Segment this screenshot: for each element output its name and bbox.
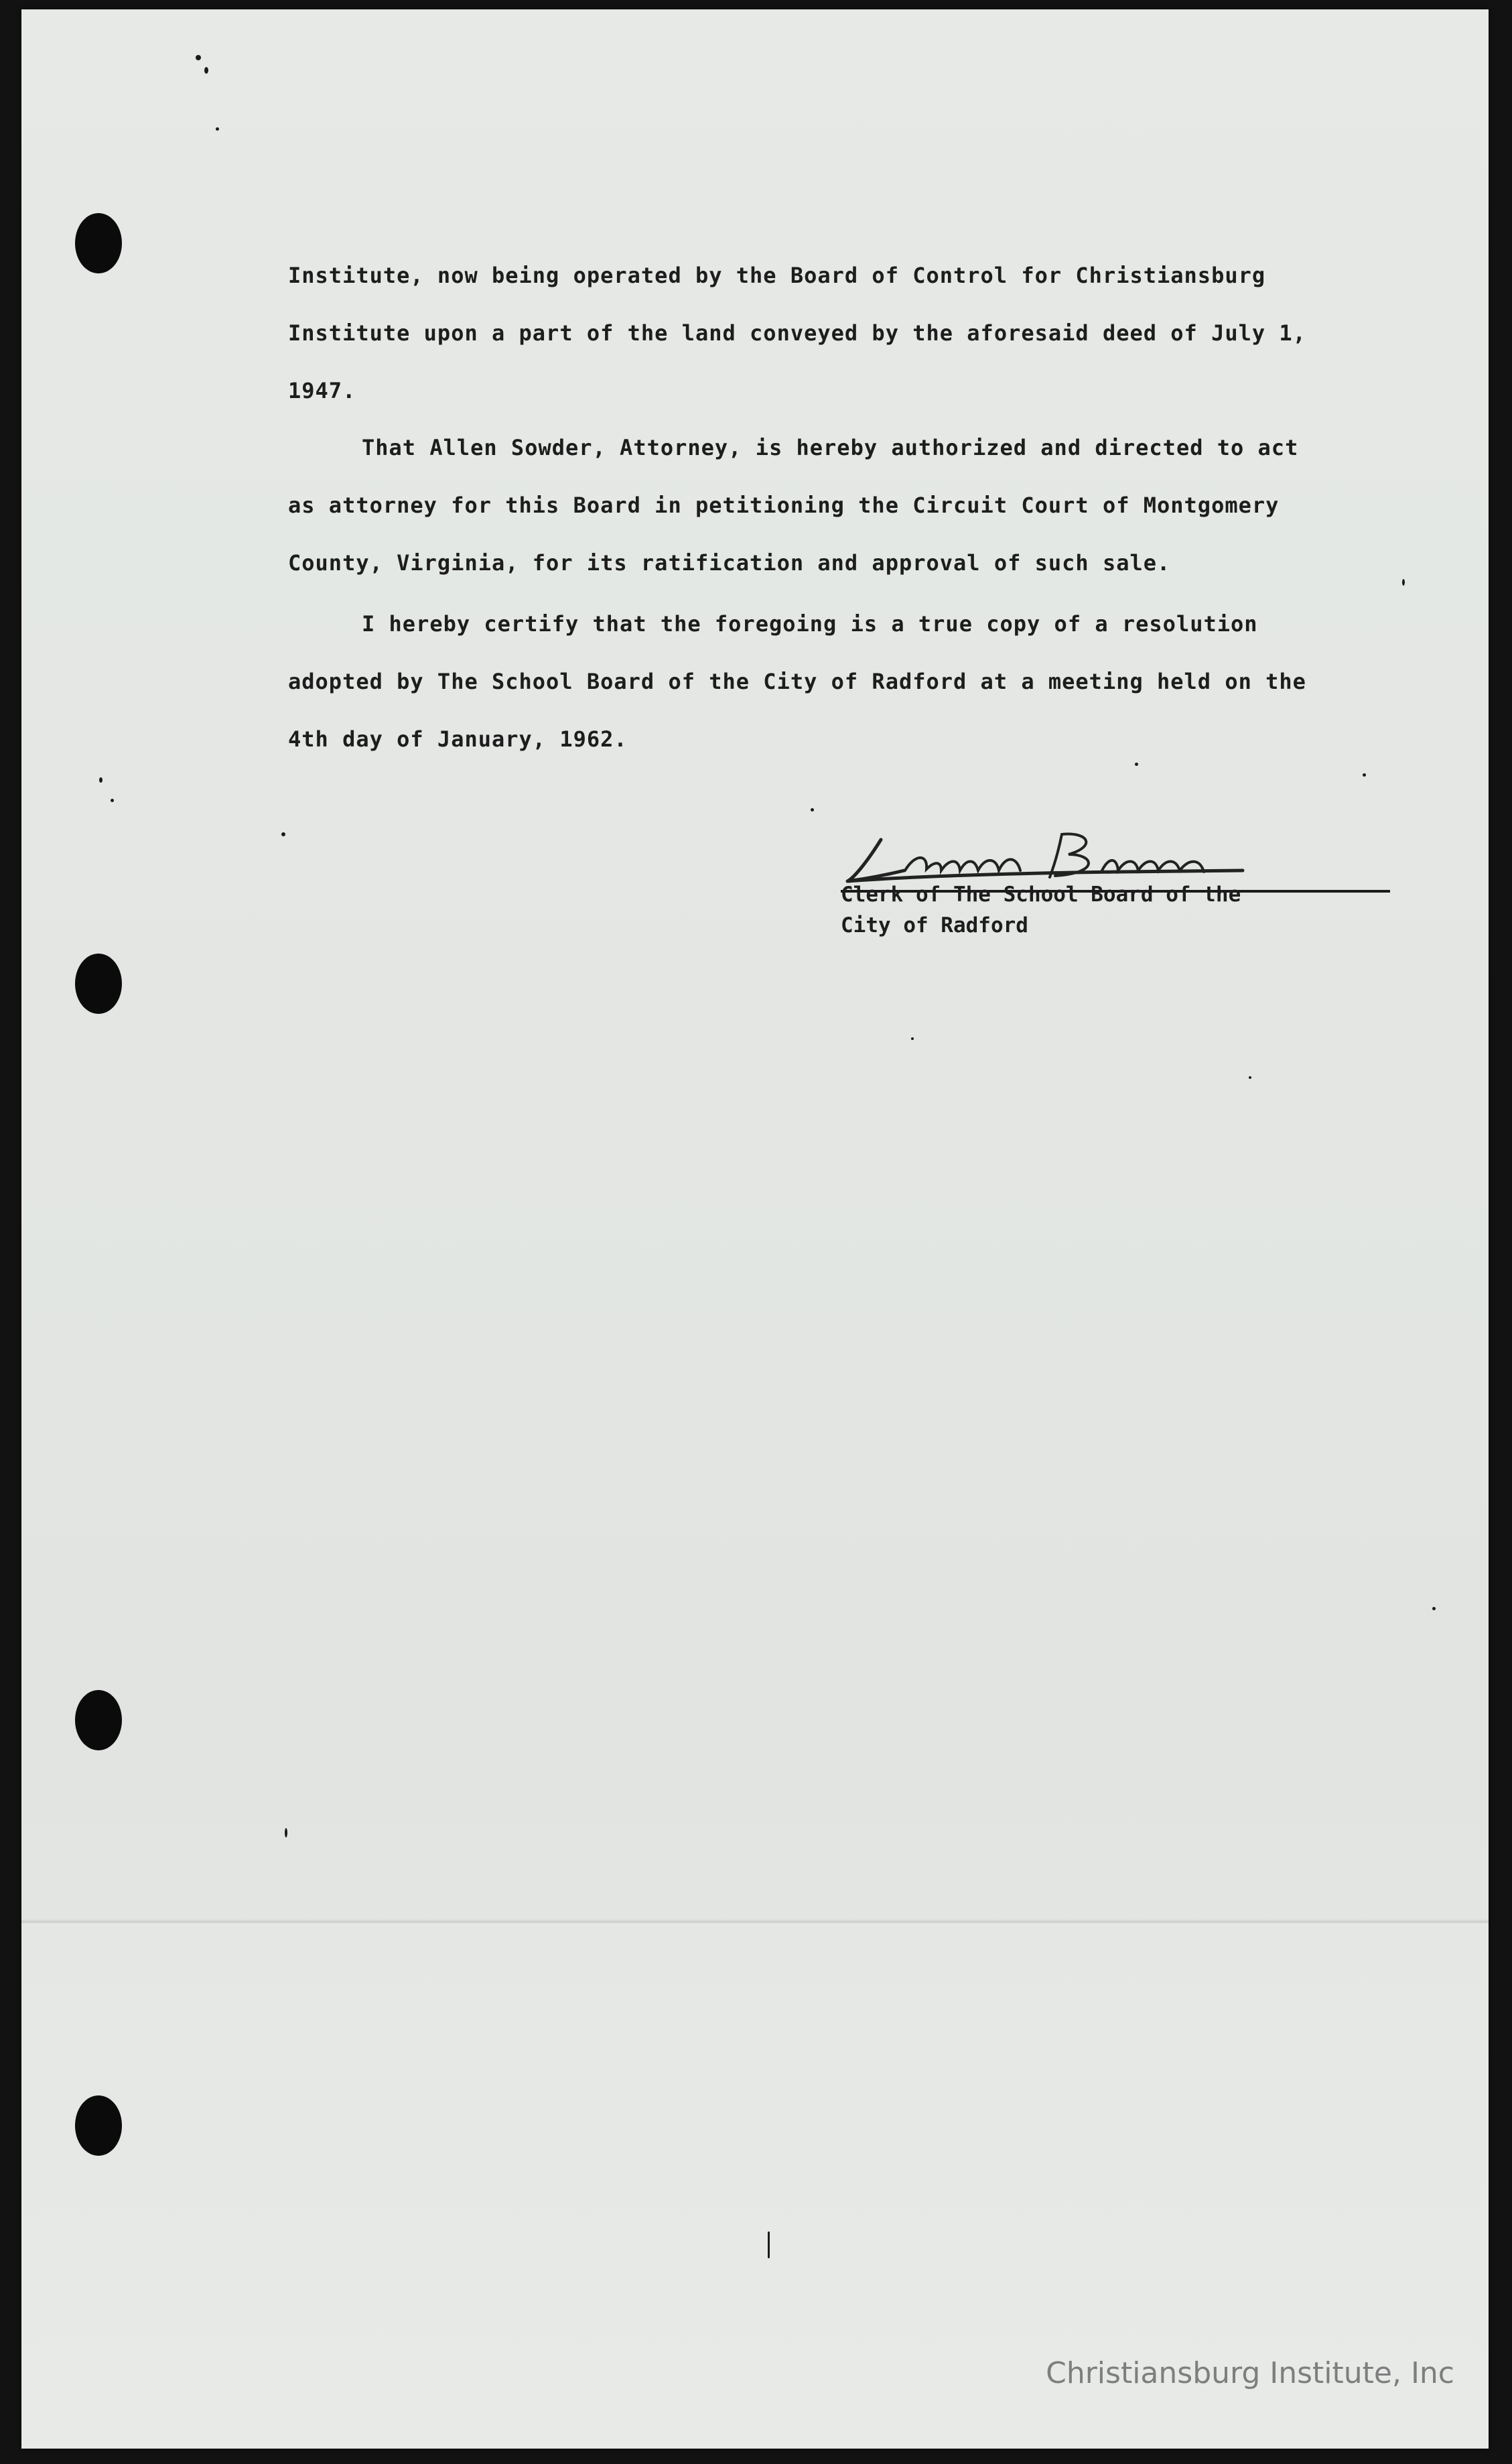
paper-fold-crease [21, 1919, 1489, 1925]
scan-speck [1402, 579, 1405, 586]
paragraph-attorney [288, 419, 1387, 592]
text-line: Institute upon a part of the land conveyed by the aforesaid deed of July 1, [288, 320, 1306, 346]
scan-speck [111, 799, 114, 802]
text-line: as attorney for this Board in petitioning the Circuit Court of Montgomery [288, 493, 1280, 518]
scan-speck [1432, 1607, 1436, 1610]
punch-hole [75, 213, 122, 273]
scan-speck [811, 808, 814, 812]
text-line: adopted by The School Board of the City of Radford at a meeting held on the [288, 669, 1306, 694]
scan-speck [204, 67, 208, 74]
scan-speck [216, 127, 219, 131]
text-line: 1947. [288, 378, 356, 403]
punch-hole [75, 2095, 122, 2156]
text-line: I hereby certify that the foregoing is a true copy of a resolution [362, 611, 1258, 637]
paragraph-certification [288, 595, 1387, 768]
paragraph-continued [288, 247, 1387, 419]
signer-title-line: Clerk of The School Board of the [841, 883, 1241, 907]
scan-speck [196, 55, 201, 60]
signer-title [841, 879, 1241, 941]
punch-hole [75, 954, 122, 1014]
text-line: 4th day of January, 1962. [288, 726, 628, 752]
punch-hole [75, 1690, 122, 1750]
text-line: County, Virginia, for its ratification and approval of such sale. [288, 550, 1171, 576]
scan-speck [1363, 773, 1366, 777]
scan-speck [768, 2231, 770, 2258]
scan-speck [911, 1037, 914, 1040]
text-line: Institute, now being operated by the Board of Control for Christiansburg [288, 263, 1266, 288]
scan-speck [99, 777, 102, 783]
scan-speck [285, 1828, 287, 1837]
signer-title-line: City of Radford [841, 913, 1028, 937]
archive-watermark: Christiansburg Institute, Inc [1046, 2356, 1454, 2390]
scan-speck [1135, 763, 1138, 766]
scan-speck [1249, 1076, 1251, 1079]
scan-speck [281, 832, 285, 836]
text-line: That Allen Sowder, Attorney, is hereby authorized and directed to act [362, 435, 1299, 460]
